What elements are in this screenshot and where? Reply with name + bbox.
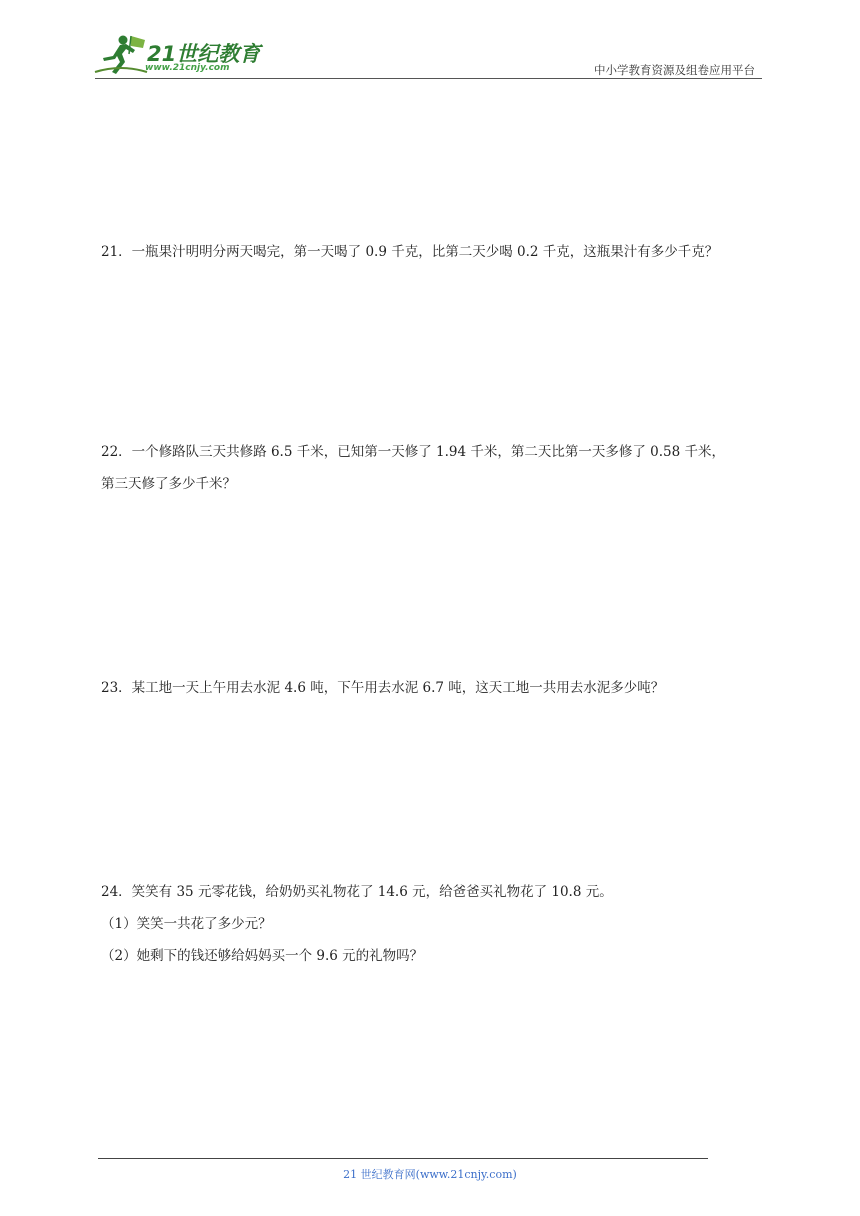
platform-label: 中小学教育资源及组卷应用平台 xyxy=(594,63,755,77)
footer-link[interactable]: 21 世纪教育网(www.21cnjy.com) xyxy=(343,1168,517,1181)
sub-question-2: （2）她剩下的钱还够给妈妈买一个 9.6 元的礼物吗？ xyxy=(101,948,424,964)
site-logo xyxy=(93,34,263,76)
question-text-line: 24．笑笑有 35 元零花钱，给奶奶买礼物花了 14.6 元，给爸爸买礼物花了 10.8 元。 xyxy=(101,884,613,900)
question-text-line: 21．一瓶果汁明明分两天喝完，第一天喝了 0.9 千克，比第二天少喝 0.2 千克，这瓶果汁有多少千克？ xyxy=(101,244,719,260)
question-text-line: 22．一个修路队三天共修路 6.5 千米，已知第一天修了 1.94 千米，第二天比第一天多修了 0.58 千米， xyxy=(101,444,726,460)
runner-logo-icon xyxy=(93,34,149,76)
question-21 xyxy=(101,236,771,268)
logo-url: www.21cnjy.com xyxy=(145,63,230,73)
question-24 xyxy=(101,876,771,972)
question-text-line: 第三天修了多少千米？ xyxy=(101,476,236,492)
question-22 xyxy=(101,436,771,500)
header-divider xyxy=(95,78,762,79)
page-header xyxy=(0,0,860,80)
sub-question-1: （1）笑笑一共花了多少元？ xyxy=(101,916,272,932)
footer-divider xyxy=(98,1158,708,1159)
question-23 xyxy=(101,672,771,704)
logo-text: 21世纪教育 xyxy=(147,42,261,66)
question-text-line: 23．某工地一天上午用去水泥 4.6 吨，下午用去水泥 6.7 吨，这天工地一共用去水泥多少吨？ xyxy=(101,680,665,696)
